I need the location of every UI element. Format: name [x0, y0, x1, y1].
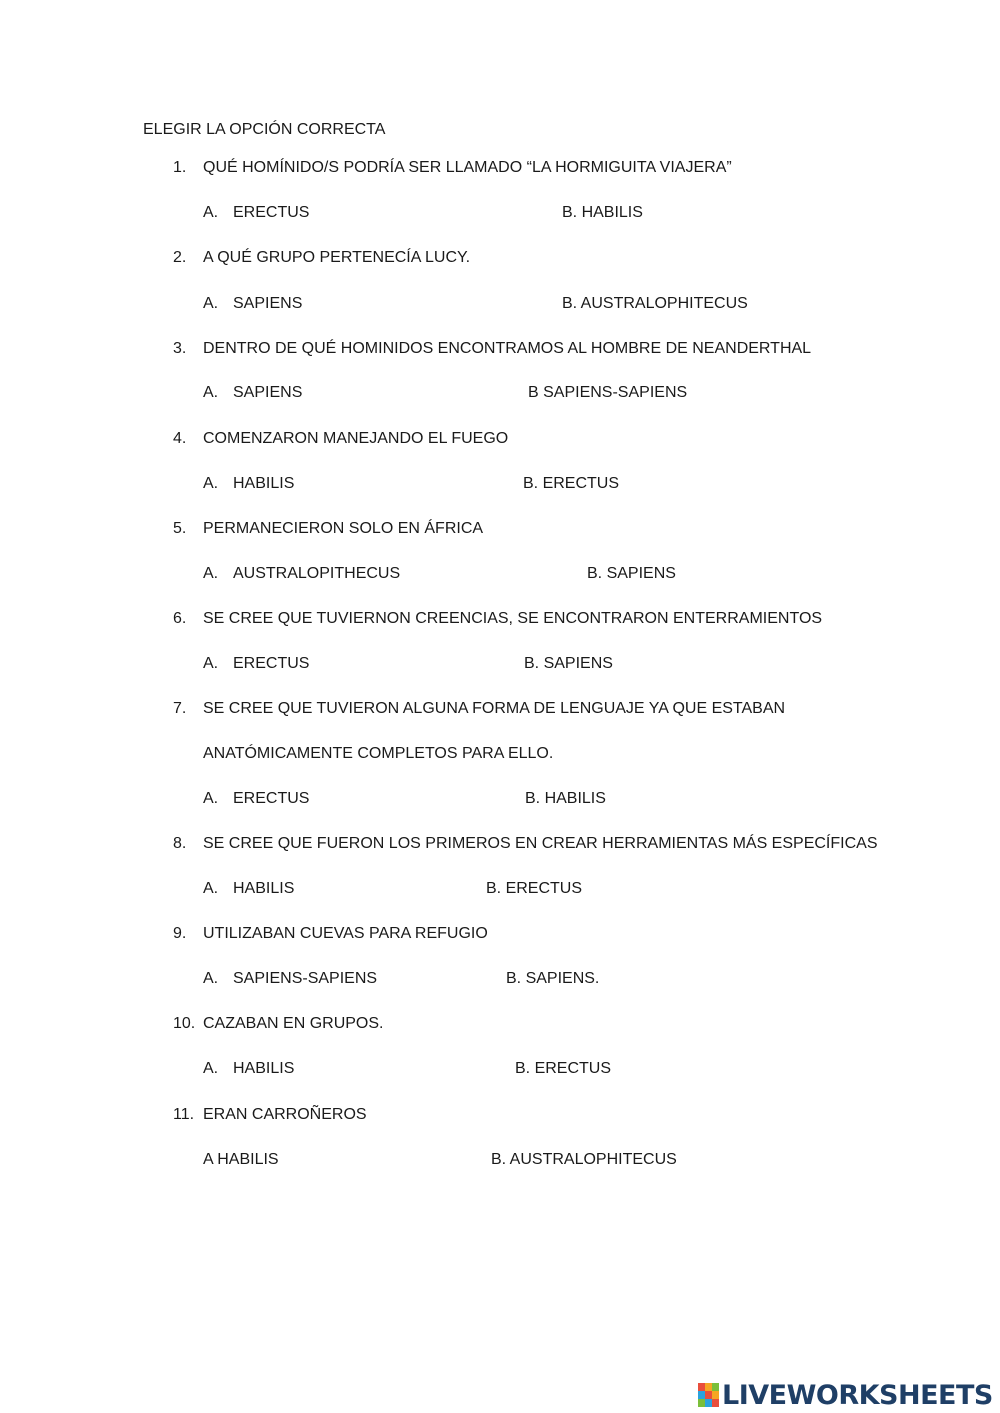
option-a[interactable]: AUSTRALOPITHECUS: [233, 565, 401, 582]
option-b[interactable]: B. AUSTRALOPHITECUS: [562, 295, 748, 312]
question-number: 7.: [173, 700, 187, 717]
option-a[interactable]: HABILIS: [233, 1060, 295, 1077]
question-text: A QUÉ GRUPO PERTENECÍA LUCY.: [203, 249, 471, 266]
option-b[interactable]: B. AUSTRALOPHITECUS: [491, 1151, 677, 1168]
question-text: UTILIZABAN CUEVAS PARA REFUGIO: [203, 925, 488, 942]
option-b[interactable]: B. HABILIS: [525, 790, 606, 807]
option-a[interactable]: ERECTUS: [233, 204, 310, 221]
option-a-label: A.: [203, 1060, 219, 1077]
question-number: 4.: [173, 430, 187, 447]
question-text: PERMANECIERON SOLO EN ÁFRICA: [203, 520, 484, 537]
question-number: 11.: [173, 1106, 195, 1123]
instructions-heading: ELEGIR LA OPCIÓN CORRECTA: [143, 121, 386, 138]
question-number: 10.: [173, 1015, 196, 1032]
option-b[interactable]: B. HABILIS: [562, 204, 643, 221]
option-a-label: A.: [203, 204, 219, 221]
option-a[interactable]: SAPIENS: [233, 295, 303, 312]
option-a-label: A.: [203, 970, 219, 987]
question-number: 6.: [173, 610, 187, 627]
option-a[interactable]: SAPIENS-SAPIENS: [233, 970, 378, 987]
question-text: ERAN CARROÑEROS: [203, 1106, 367, 1123]
liveworksheets-logo: [698, 1378, 993, 1412]
option-a-label: A.: [203, 384, 219, 401]
option-b[interactable]: B. SAPIENS.: [506, 970, 600, 987]
question-text: SE CREE QUE TUVIERON ALGUNA FORMA DE LENGUAJE YA QUE ESTABAN: [203, 700, 786, 717]
option-a-label: A.: [203, 655, 219, 672]
option-a[interactable]: ERECTUS: [233, 790, 310, 807]
option-a[interactable]: HABILIS: [233, 475, 295, 492]
question-text: SE CREE QUE TUVIERNON CREENCIAS, SE ENCONTRARON ENTERRAMIENTOS: [203, 610, 823, 627]
question-text: COMENZARON MANEJANDO EL FUEGO: [203, 430, 509, 447]
option-a-label: A.: [203, 475, 219, 492]
logo-grid-icon: [698, 1383, 720, 1407]
option-a[interactable]: ERECTUS: [233, 655, 310, 672]
option-a-label: A.: [203, 295, 219, 312]
option-a-label: A.: [203, 790, 219, 807]
question-text: SE CREE QUE FUERON LOS PRIMEROS EN CREAR HERRAMIENTAS MÁS ESPECÍFICAS: [203, 835, 878, 852]
option-a[interactable]: SAPIENS: [233, 384, 303, 401]
question-text: DENTRO DE QUÉ HOMINIDOS ENCONTRAMOS AL HOMBRE DE NEANDERTHAL: [203, 340, 812, 357]
option-a-label: A.: [203, 880, 219, 897]
question-text: CAZABAN EN GRUPOS.: [203, 1015, 384, 1032]
option-b[interactable]: B. ERECTUS: [523, 475, 620, 492]
question-number: 1.: [173, 159, 187, 176]
option-b[interactable]: B. ERECTUS: [515, 1060, 612, 1077]
question-number: 2.: [173, 249, 187, 266]
logo-text: LIVEWORKSHEETS: [722, 1379, 993, 1411]
question-text: QUÉ HOMÍNIDO/S PODRÍA SER LLAMADO “LA HORMIGUITA VIAJERA”: [203, 159, 732, 176]
question-number: 9.: [173, 925, 187, 942]
option-b[interactable]: B. SAPIENS: [587, 565, 676, 582]
option-b[interactable]: B. ERECTUS: [486, 880, 583, 897]
question-number: 3.: [173, 340, 187, 357]
option-a-label: A.: [203, 565, 219, 582]
question-text-continued: ANATÓMICAMENTE COMPLETOS PARA ELLO.: [203, 745, 554, 762]
question-number: 5.: [173, 520, 187, 537]
option-b[interactable]: B. SAPIENS: [524, 655, 613, 672]
option-a[interactable]: HABILIS: [233, 880, 295, 897]
question-number: 8.: [173, 835, 187, 852]
option-a[interactable]: A HABILIS: [203, 1151, 279, 1168]
option-b[interactable]: B SAPIENS-SAPIENS: [528, 384, 688, 401]
